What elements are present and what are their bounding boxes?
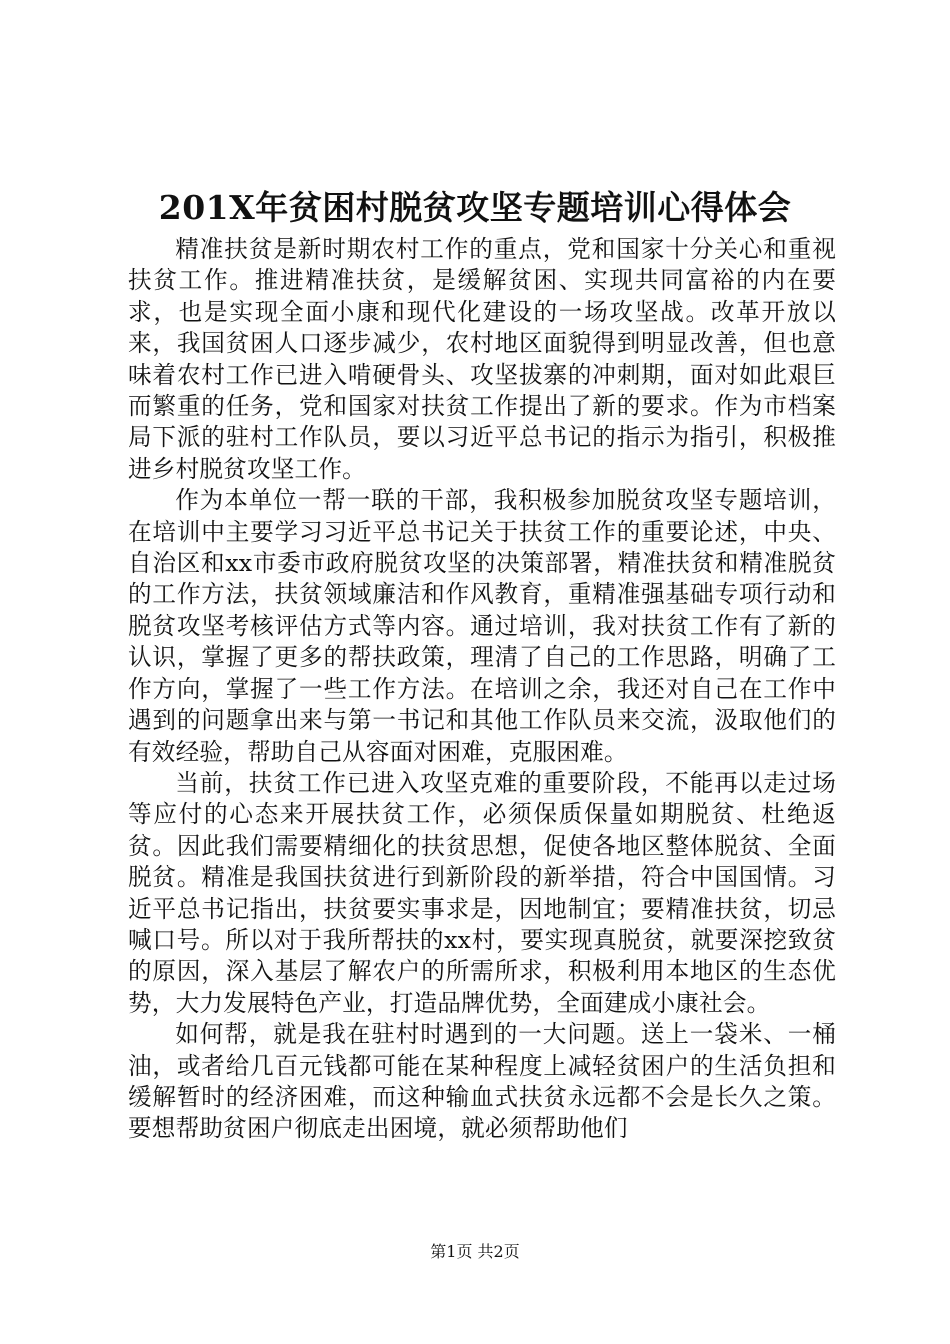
- page-footer: 第1页 共2页: [430, 1242, 520, 1261]
- paragraph-3: 当前，扶贫工作已进入攻坚克难的重要阶段，不能再以走过场等应付的心态来开展扶贫工作，必须保质保量如期脱贫、杜绝返贫。因此我们需要精细化的扶贫思想，促使各地区整体脱贫、全面脱贫。精准是我国扶贫进行到新阶段的新举措，符合中国国情。习近平总书记指出，扶贫要实事求是，因地制宜；要精准扶贫，切忌喊口号。所以对于我所帮扶的xx村，要实现真脱贫，就要深挖致贫的原因，深入基层了解农户的所需所求，积极利用本地区的生态优势，大力发展特色产业，打造品牌优势，全面建成小康社会。: [128, 768, 836, 1017]
- paragraph-1: 精准扶贫是新时期农村工作的重点，党和国家十分关心和重视扶贫工作。推进精准扶贫，是缓解贫困、实现共同富裕的内在要求，也是实现全面小康和现代化建设的一场攻坚战。改革开放以来，我国贫困人口逐步减少，农村地区面貌得到明显改善，但也意味着农村工作已进入啃硬骨头、攻坚拔寨的冲刺期，面对如此艰巨而繁重的任务，党和国家对扶贫工作提出了新的要求。作为市档案局下派的驻村工作队员，要以习近平总书记的指示为指引，积极推进乡村脱贫攻坚工作。: [128, 235, 836, 483]
- paragraph-2: 作为本单位一帮一联的干部，我积极参加脱贫攻坚专题培训，在培训中主要学习习近平总书记关于扶贫工作的重要论述，中央、自治区和xx市委市政府脱贫攻坚的决策部署，精准扶贫和精准脱贫的工作方法，扶贫领域廉洁和作风教育，重精准强基础专项行动和脱贫攻坚考核评估方式等内容。通过培训，我对扶贫工作有了新的认识，掌握了更多的帮扶政策，理清了自己的工作思路，明确了工作方向，掌握了一些工作方法。在培训之余，我还对自己在工作中遇到的问题拿出来与第一书记和其他工作队员来交流，汲取他们的有效经验，帮助自己从容面对困难，克服困难。: [128, 486, 836, 766]
- paragraph-4: 如何帮，就是我在驻村时遇到的一大问题。送上一袋米、一桶油，或者给几百元钱都可能在某种程度上减轻贫困户的生活负担和缓解暂时的经济困难，而这种输血式扶贫永远都不会是长久之策。要想帮助贫困户彻底走出困境，就必须帮助他们: [128, 1020, 836, 1143]
- document-body: [128, 234, 836, 1145]
- document-title: 201X年贫困村脱贫攻坚专题培训心得体会: [158, 188, 792, 227]
